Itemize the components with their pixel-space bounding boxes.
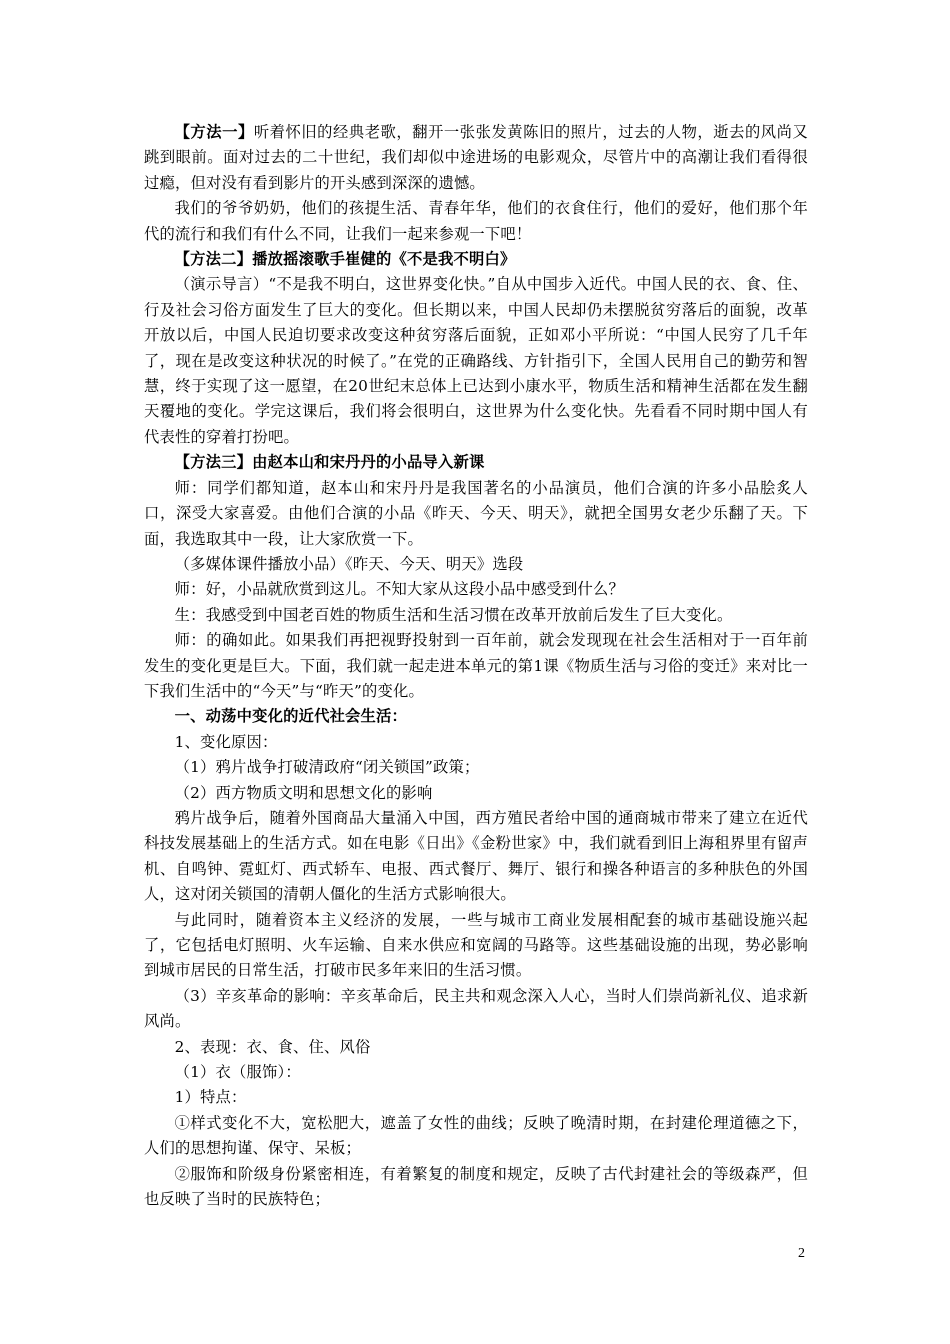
page-number: 2 (798, 1246, 805, 1261)
paragraph: 与此同时，随着资本主义经济的发展，一些与城市工商业发展相配套的城市基础设施兴起了，它包括电灯照明、火车运输、自来水供应和宽阔的马路等。这些基础设施的出现，势必影响到城市居民的日常生活，打破市民多年来旧的生活习惯。 (144, 910, 808, 980)
paragraph: 1）特点： (174, 1088, 247, 1107)
paragraph: ①样式变化不大，宽松肥大，遮盖了女性的曲线；反映了晚清时期，在封建伦理道德之下，人们的思想拘谨、保守、呆板； (144, 1113, 808, 1158)
paragraph: 师：好，小品就欣赏到这儿。不知大家从这段小品中感受到什么？ (174, 580, 625, 599)
paragraph: 师：同学们都知道，赵本山和宋丹丹是我国著名的小品演员，他们合演的许多小品脍炙人口，深受大家喜爱。由他们合演的小品《昨天、今天、明天》，就把全国男女老少乐翻了天。下面，我选取其中一段，让大家欣赏一下。 (144, 478, 808, 548)
method-two-heading: 【方法二】播放摇滚歌手崔健的《不是我不明白》 (174, 250, 516, 269)
paragraph: ②服饰和阶级身份紧密相连，有着繁复的制度和规定，反映了古代封建社会的等级森严，但也反映了当时的民族特色； (144, 1164, 808, 1209)
paragraph: 1、变化原因： (174, 732, 278, 751)
paragraph: 师：的确如此。如果我们再把视野投射到一百年前，就会发现现在社会生活相对于一百年前发生的变化更是巨大。下面，我们就一起走进本单元的第1课《物质生活与习俗的变迁》来对比一下我们生活中的“今天”与“昨天”的变化。 (144, 631, 808, 700)
paragraph: 生：我感受到中国老百姓的物质生活和生活习惯在改革开放前后发生了巨大变化。 (174, 605, 733, 624)
paragraph-method-one (144, 120, 808, 196)
paragraph: 我们的爷爷奶奶，他们的孩提生活、青春年华，他们的衣食住行，他们的爱好，他们那个年代的流行和我们有什么不同，让我们一起来参观一下吧！ (144, 199, 808, 243)
paragraph: （1）衣（服饰）： (174, 1063, 301, 1082)
paragraph: （2）西方物质文明和思想文化的影响 (174, 783, 433, 802)
paragraph: （1）鸦片战争打破清政府“闭关锁国”政策； (174, 758, 480, 777)
document-body (144, 120, 808, 1212)
paragraph: 鸦片战争后，随着外国商品大量涌入中国，西方殖民者给中国的通商城市带来了建立在近代科技发展基础上的生活方式。如在电影《日出》《金粉世家》中，我们就看到旧上海租界里有留声机、自鸣钟、霓虹灯、西式轿车、电报、西式餐厅、舞厅、银行和操各种语言的多种肤色的外国人，这对闭关锁国的清朝人僵化的生活方式影响很大。 (144, 808, 808, 904)
method-one-label: 【方法一】 (174, 123, 254, 141)
paragraph: （多媒体课件播放小品）《昨天、今天、明天》选段 (174, 554, 524, 573)
paragraph: （演示导言）“不是我不明白，这世界变化快。”自从中国步入近代。中国人民的衣、食、住、行及社会习俗方面发生了巨大的变化。但长期以来，中国人民却仍未摆脱贫穷落后的面貌，改革开放以后，中国人民迫切要求改变这种贫穷落后面貌，正如邓小平所说：“中国人民穷了几千年了，现在是改变这种状况的时候了。”在党的正确路线、方针指引下，全国人民用自己的勤劳和智慧，终于实现了这一愿望，在20世纪末总体上已达到小康水平，物质生活和精神生活都在发生翻天覆地的变化。学完这课后，我们将会很明白，这世界为什么变化快。先看看不同时期中国人有代表性的穿着打扮吧。 (144, 275, 808, 446)
section-heading: 一、动荡中变化的近代社会生活： (174, 707, 408, 726)
paragraph-text: 听着怀旧的经典老歌，翻开一张张发黄陈旧的照片，过去的人物，逝去的风尚又跳到眼前。面对过去的二十世纪，我们却似中途进场的电影观众，尽管片中的高潮让我们看得很过瘾，但对没有看到影片的开头感到深深的遗憾。 (144, 123, 808, 192)
paragraph: 2、表现：衣、食、住、风俗 (174, 1037, 371, 1056)
method-three-heading: 【方法三】由赵本山和宋丹丹的小品导入新课 (174, 453, 485, 472)
paragraph: （3）辛亥革命的影响：辛亥革命后，民主共和观念深入人心，当时人们崇尚新礼仪、追求新风尚。 (144, 986, 808, 1031)
